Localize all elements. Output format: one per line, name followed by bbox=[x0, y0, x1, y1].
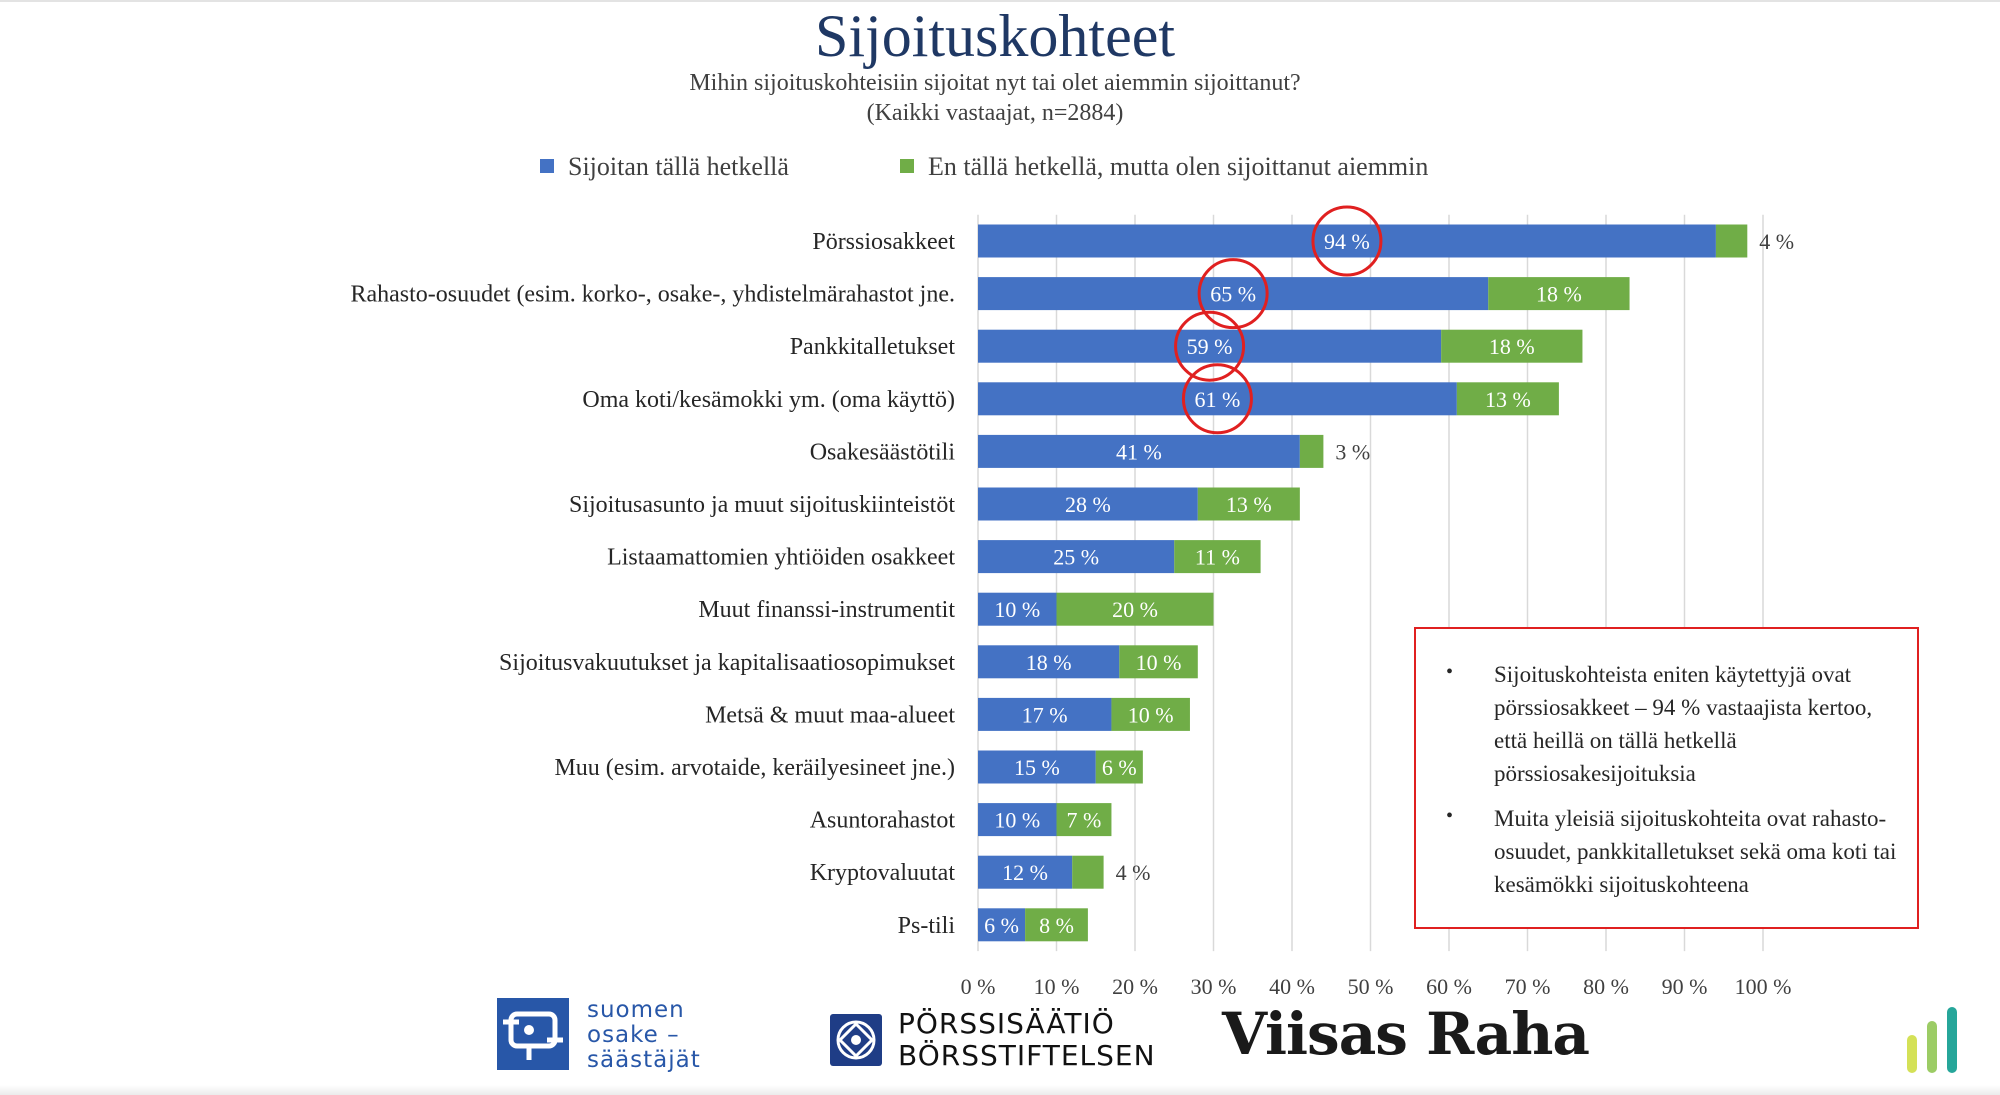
legend-label-current: Sijoitan tällä hetkellä bbox=[568, 152, 789, 181]
sos-line-3: säästäjät bbox=[587, 1047, 701, 1073]
x-tick-label: 80 % bbox=[1583, 974, 1629, 1000]
bar-previous bbox=[1300, 435, 1324, 468]
data-label-current: 10 % bbox=[994, 807, 1041, 833]
ps-logo-mark bbox=[830, 1014, 882, 1066]
bullet-icon: • bbox=[1446, 805, 1454, 827]
bullet-icon: • bbox=[1446, 661, 1454, 683]
ps-line-1: PÖRSSISÄÄTIÖ bbox=[898, 1007, 1115, 1040]
page-bottom-shadow bbox=[0, 1085, 2000, 1095]
category-label: Osakesäästötili bbox=[809, 439, 955, 466]
subtitle-sample: (Kaikki vastaajat, n=2884) bbox=[866, 100, 1124, 126]
data-label-previous: 13 % bbox=[1484, 386, 1531, 412]
data-label-previous: 6 % bbox=[1101, 755, 1137, 780]
viisas-raha-logo: Viisas Raha bbox=[1222, 1000, 1589, 1068]
bar-previous bbox=[1716, 225, 1747, 258]
x-tick-label: 50 % bbox=[1347, 974, 1394, 1000]
data-label-previous: 10 % bbox=[1135, 649, 1182, 675]
data-label-current: 10 % bbox=[994, 597, 1041, 623]
data-label-current: 18 % bbox=[1025, 649, 1072, 675]
data-label-previous: 10 % bbox=[1127, 702, 1174, 728]
bars-logo-icon bbox=[1905, 1005, 1965, 1075]
data-label-previous: 20 % bbox=[1112, 597, 1158, 623]
sos-line-1: suomen bbox=[587, 997, 685, 1023]
category-label: Listaamattomien yhtiöiden osakkeet bbox=[607, 544, 955, 571]
porssisaatio-logo bbox=[830, 1007, 1156, 1074]
legend-label-previous: En tällä hetkellä, mutta olen sijoittanut aiemmin bbox=[928, 152, 1429, 181]
data-label-current: 12 % bbox=[1002, 860, 1049, 886]
x-tick-label: 100 % bbox=[1734, 974, 1792, 1000]
sos-logo-text bbox=[587, 998, 701, 1073]
category-label: Ps-tili bbox=[897, 912, 955, 939]
data-label-current: 65 % bbox=[1210, 281, 1257, 307]
data-label-current: 25 % bbox=[1053, 544, 1100, 570]
callout-box bbox=[1414, 627, 1919, 929]
category-label: Muut finanssi-instrumentit bbox=[698, 597, 955, 624]
ps-line-2: BÖRSSTIFTELSEN bbox=[898, 1039, 1156, 1072]
data-label-previous: 8 % bbox=[1039, 912, 1074, 938]
category-label: Metsä & muut maa-alueet bbox=[705, 702, 955, 729]
bar-previous bbox=[1072, 856, 1103, 889]
data-label-current: 17 % bbox=[1021, 702, 1068, 728]
subtitle-question: Mihin sijoituskohteisiin sijoitat nyt tai olet aiemmin sijoittanut? bbox=[689, 70, 1301, 96]
x-tick-label: 70 % bbox=[1504, 974, 1551, 1000]
data-label-previous: 4 % bbox=[1115, 860, 1151, 886]
data-label-current: 15 % bbox=[1013, 755, 1060, 780]
data-label-current: 61 % bbox=[1194, 386, 1241, 412]
category-label: Pankkitalletukset bbox=[789, 334, 955, 361]
data-label-current: 28 % bbox=[1064, 492, 1111, 517]
page-title: Sijoituskohteet bbox=[815, 3, 1175, 69]
callout-item-2 bbox=[1436, 802, 1906, 901]
category-label: Sijoitusasunto ja muut sijoituskiinteistöt bbox=[568, 492, 955, 518]
data-label-previous: 18 % bbox=[1535, 281, 1582, 307]
x-tick-label: 90 % bbox=[1661, 974, 1708, 1000]
data-label-previous: 11 % bbox=[1194, 544, 1240, 570]
ps-logo-text bbox=[898, 1008, 1156, 1072]
data-label-current: 59 % bbox=[1186, 334, 1233, 360]
x-tick-label: 0 % bbox=[960, 974, 996, 1000]
category-label: Muu (esim. arvotaide, keräilyesineet jne.) bbox=[554, 755, 955, 781]
data-label-previous: 13 % bbox=[1225, 492, 1272, 517]
data-label-previous: 3 % bbox=[1335, 439, 1371, 465]
x-tick-label: 10 % bbox=[1033, 974, 1080, 1000]
callout-text-1: Sijoituskohteista eniten käytettyjä ovat pörssiosakkeet – 94 % vastaajista kertoo, että heillä on tällä hetkellä pörssiosakesijoituksia bbox=[1494, 662, 1873, 786]
data-label-previous: 7 % bbox=[1066, 807, 1102, 833]
x-tick-label: 30 % bbox=[1190, 974, 1237, 1000]
callout-text-2: Muita yleisiä sijoituskohteita ovat rahasto-osuudet, pankkitalletukset sekä oma koti tai kesämökki sijoituskohteena bbox=[1494, 806, 1897, 897]
x-tick-label: 60 % bbox=[1426, 974, 1472, 1000]
x-tick-label: 20 % bbox=[1112, 974, 1158, 1000]
suomen-osakesaastajat-logo bbox=[497, 997, 742, 1073]
data-label-current: 41 % bbox=[1116, 439, 1162, 465]
data-label-current: 6 % bbox=[984, 912, 1019, 938]
category-label: Sijoitusvakuutukset ja kapitalisaatiosopimukset bbox=[499, 649, 955, 676]
sos-logo-mark bbox=[497, 998, 569, 1070]
callout-item-1 bbox=[1436, 658, 1906, 790]
category-label: Kryptovaluutat bbox=[809, 860, 955, 887]
data-label-previous: 4 % bbox=[1759, 229, 1795, 254]
data-label-previous: 18 % bbox=[1488, 334, 1535, 360]
category-label: Oma koti/kesämokki ym. (oma käyttö) bbox=[582, 386, 955, 413]
data-label-current: 94 % bbox=[1324, 229, 1370, 254]
category-label: Asuntorahastot bbox=[809, 807, 955, 834]
category-label: Rahasto-osuudet (esim. korko-, osake-, yhdistelmärahastot jne. bbox=[350, 281, 955, 308]
x-tick-label: 40 % bbox=[1269, 974, 1315, 1000]
category-label: Pörssiosakkeet bbox=[812, 229, 955, 255]
sos-line-2: osake – bbox=[587, 1022, 680, 1048]
